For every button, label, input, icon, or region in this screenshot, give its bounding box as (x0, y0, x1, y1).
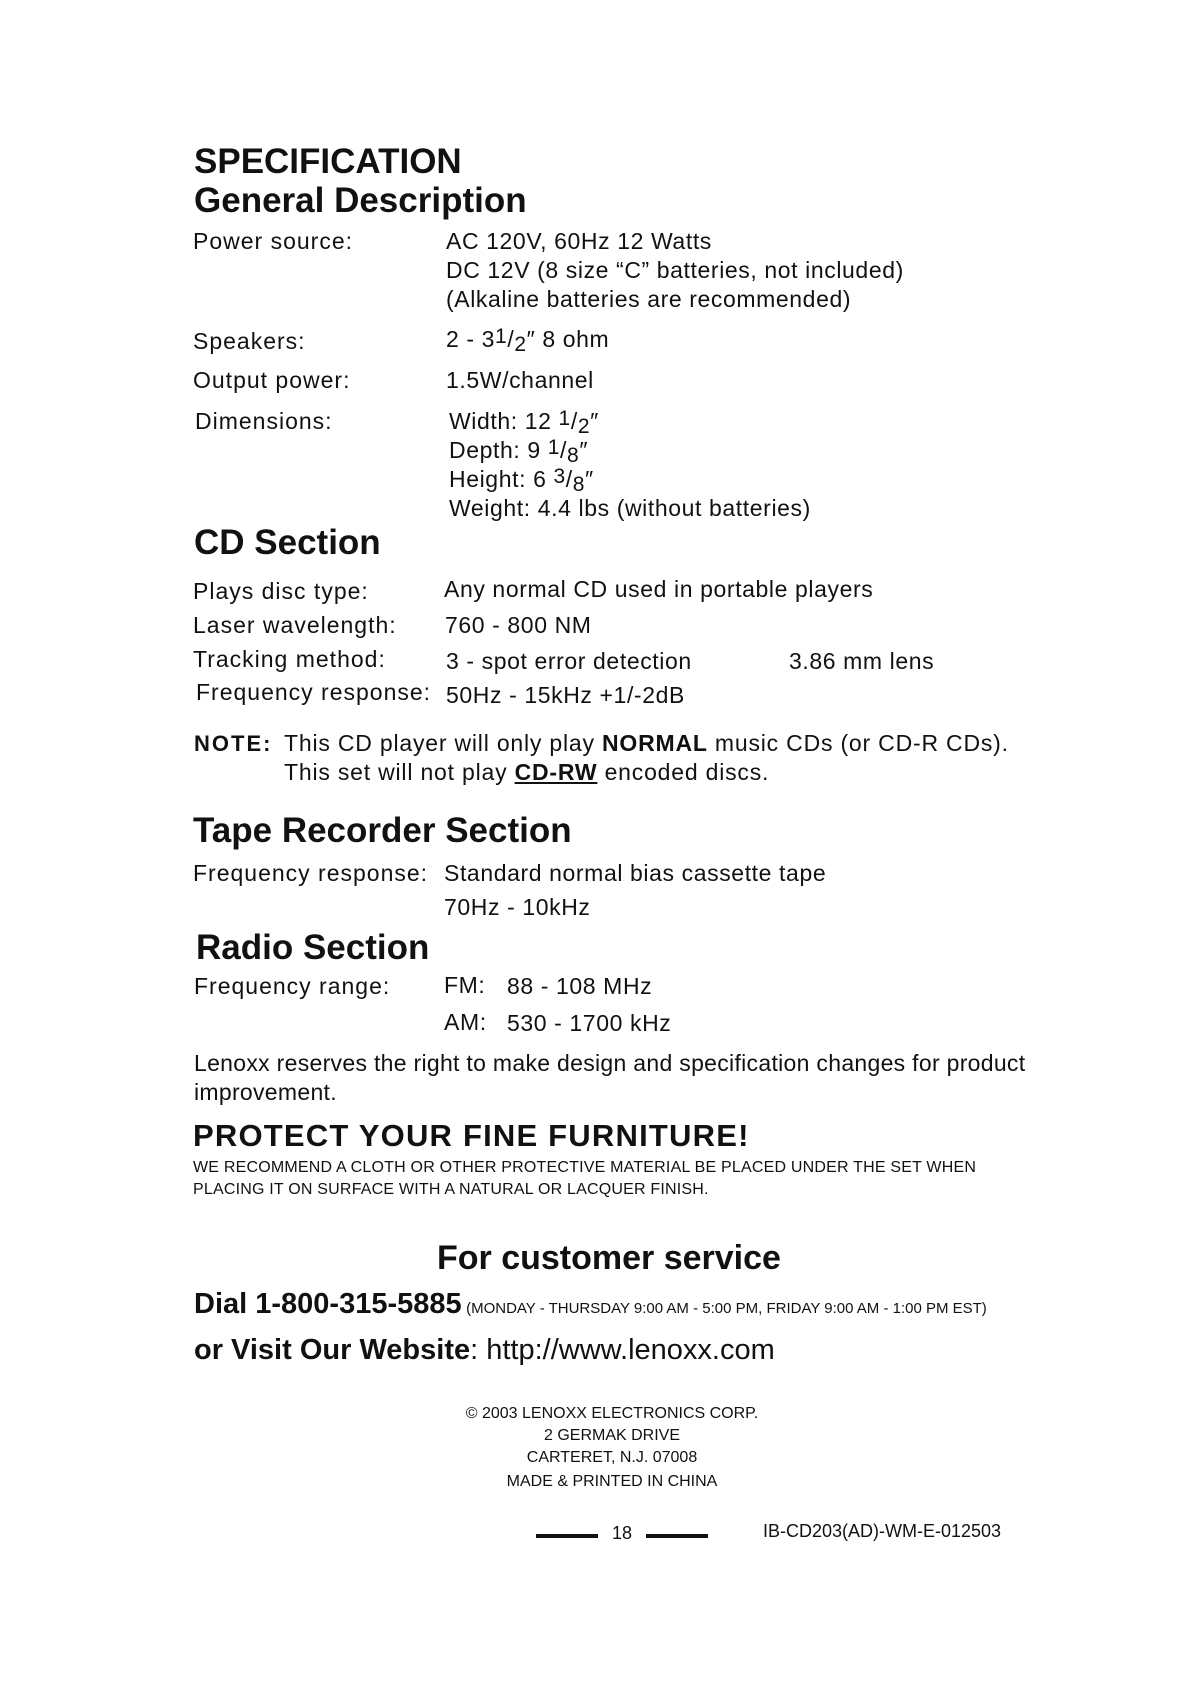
fm-value: 88 - 108 MHz (507, 973, 653, 999)
speakers-label: Speakers: (193, 328, 306, 354)
dim-width: Width: 12 $^1/_2''$ (449, 407, 599, 438)
page-rule-right (646, 1534, 708, 1538)
website-link[interactable]: http://www.lenoxx.com (486, 1334, 775, 1366)
page-rule-left (536, 1534, 598, 1538)
depth-den: 8 (567, 444, 580, 467)
footer-copyright: © 2003 LENOXX ELECTRONICS CORP. (465, 1405, 759, 1422)
dim-weight: Weight: 4.4 lbs (without batteries) (449, 495, 811, 521)
tape-freq-line-2: 70Hz - 10kHz (444, 894, 591, 920)
disc-value: Any normal CD used in portable players (444, 576, 874, 602)
tape-freq-line-1: Standard normal bias cassette tape (444, 860, 827, 886)
width-prefix: Width: 12 (449, 408, 559, 434)
height-num: 3 (553, 465, 566, 488)
disc-label: Plays disc type: (193, 578, 369, 604)
note-line-2 (284, 759, 769, 786)
disclaimer-line-2: improvement. (194, 1079, 337, 1105)
fm-label: FM: (444, 972, 486, 998)
laser-label: Laser wavelength: (193, 612, 397, 638)
visit-label: or Visit Our Website (194, 1334, 471, 1366)
tape-heading: Tape Recorder Section (193, 811, 572, 850)
service-hours: (MONDAY - THURSDAY 9:00 AM - 5:00 PM, FRIDAY 9:00 AM - 1:00 PM EST) (466, 1300, 987, 1317)
protect-line-2: PLACING IT ON SURFACE WITH A NATURAL OR LACQUER FINISH. (193, 1181, 709, 1198)
output-label: Output power: (193, 367, 351, 393)
website-line (194, 1334, 775, 1367)
power-line-1: AC 120V, 60Hz 12 Watts (446, 228, 712, 254)
am-value: 530 - 1700 kHz (507, 1010, 672, 1036)
disclaimer-line-1: Lenoxx reserves the right to make design and specification changes for product (194, 1050, 1026, 1076)
footer-street: 2 GERMAK DRIVE (543, 1427, 681, 1444)
page-title: SPECIFICATION (194, 142, 462, 181)
note-line1-a: This CD player will only play (284, 730, 602, 756)
dial-number: Dial 1-800-315-5885 (194, 1288, 462, 1320)
depth-prefix: Depth: 9 (449, 437, 548, 463)
doc-code: IB-CD203(AD)-WM-E-012503 (763, 1521, 1002, 1541)
dimensions-label: Dimensions: (195, 408, 333, 434)
height-inch: ″ (585, 466, 594, 492)
speakers-den: 2 (514, 333, 527, 356)
power-label: Power source: (193, 228, 354, 254)
cd-freq-label: Frequency response: (196, 679, 432, 705)
footer-city: CARTERET, N.J. 07008 (526, 1449, 698, 1466)
note-line2-c: encoded discs. (597, 759, 770, 785)
width-inch: ″ (590, 408, 599, 434)
radio-range-label: Frequency range: (194, 973, 391, 999)
tracking-label: Tracking method: (193, 646, 386, 672)
height-den: 8 (572, 473, 586, 496)
depth-num: 1 (547, 436, 561, 459)
power-line-3: (Alkaline batteries are recommended) (446, 286, 852, 312)
dim-height: Height: 6 $^3/_8''$ (449, 465, 594, 496)
dial-line (194, 1288, 987, 1321)
service-heading: For customer service (437, 1239, 781, 1277)
lens-value: 3.86 mm lens (789, 648, 935, 674)
cd-freq-value: 50Hz - 15kHz +1/-2dB (446, 682, 685, 708)
laser-value: 760 - 800 NM (445, 612, 592, 638)
note-normal: NORMAL (601, 730, 708, 756)
depth-inch: ″ (579, 437, 589, 463)
note-line1-c: music CDs (or CD-R CDs). (707, 730, 1009, 756)
protect-heading: PROTECT YOUR FINE FURNITURE! (193, 1118, 750, 1153)
footer-made: MADE & PRINTED IN CHINA (506, 1473, 718, 1490)
note-line2-a: This set will not play (284, 759, 515, 785)
note-cdrw: CD-RW (514, 759, 598, 785)
cd-heading: CD Section (194, 523, 381, 562)
protect-line-1: WE RECOMMEND A CLOTH OR OTHER PROTECTIVE MATERIAL BE PLACED UNDER THE SET WHEN (193, 1159, 977, 1176)
tracking-value: 3 - spot error detection (446, 648, 692, 674)
dim-depth: Depth: 9 $^1/_8''$ (449, 436, 589, 467)
note-line-1 (284, 730, 1009, 757)
speakers-num: 1 (495, 325, 508, 348)
output-value: 1.5W/channel (446, 367, 594, 393)
radio-heading: Radio Section (196, 928, 430, 967)
speakers-value: $2 - 3^1/_2''$ 8 ohm (446, 325, 610, 356)
note-label: NOTE: (194, 731, 273, 756)
general-heading: General Description (194, 181, 527, 220)
width-den: 2 (577, 415, 591, 438)
speakers-prefix: 2 - 3 (446, 326, 496, 352)
width-num: 1 (558, 407, 571, 430)
tape-freq-label: Frequency response: (193, 860, 429, 886)
page-number: 18 (612, 1523, 633, 1543)
power-line-2: DC 12V (8 size “C” batteries, not included) (446, 257, 904, 283)
height-prefix: Height: 6 (449, 466, 554, 492)
am-label: AM: (444, 1009, 487, 1035)
speakers-suffix: ″ 8 ohm (526, 326, 610, 352)
visit-colon: : (470, 1334, 487, 1366)
